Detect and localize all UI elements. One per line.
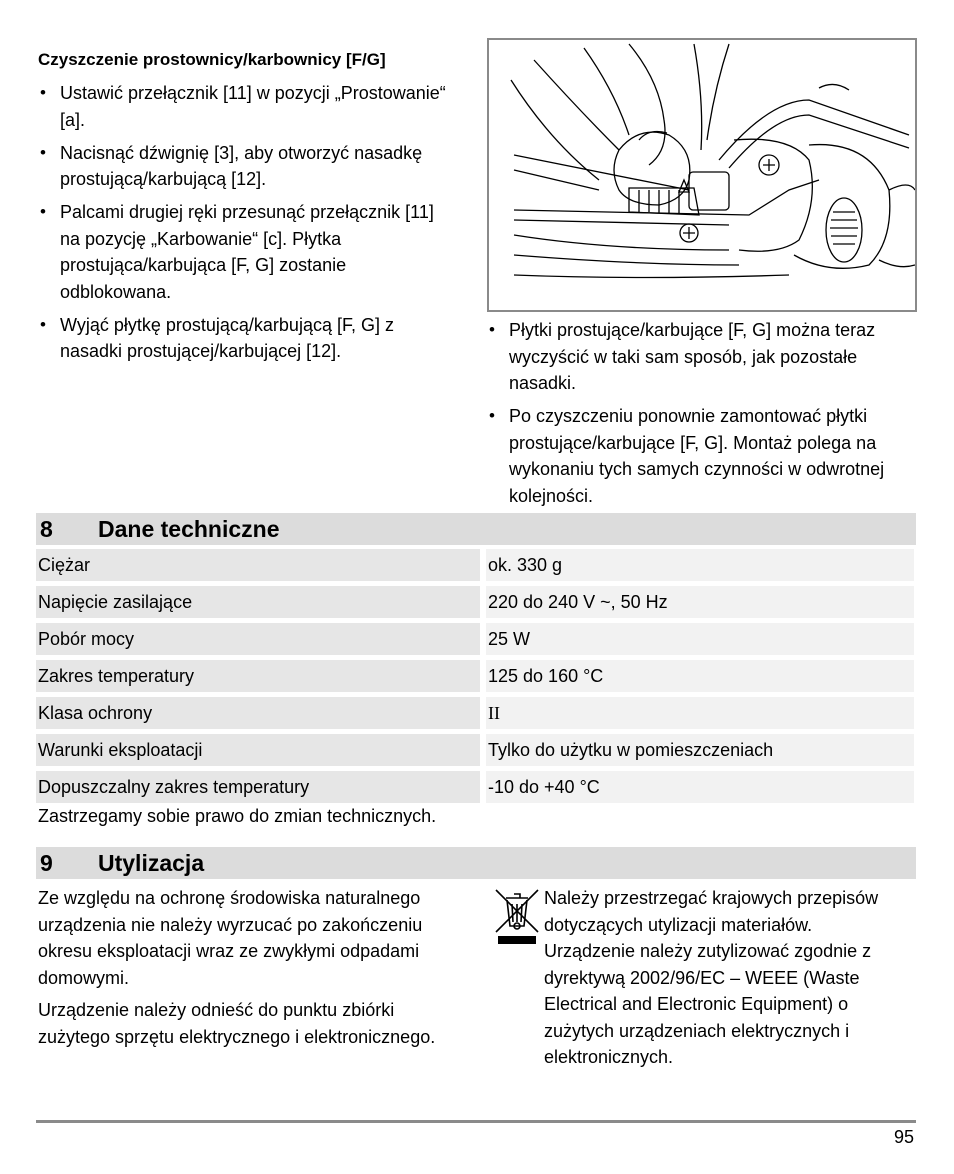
table-row — [36, 697, 914, 729]
table-row — [36, 549, 914, 581]
spec-value: Tylko do użytku w pomieszczeniach — [486, 734, 914, 766]
disposal-paragraph: Należy przestrzegać krajowych przepisów dotyczących utylizacji materiałów. — [544, 888, 879, 935]
disposal-paragraph: Ze względu na ochronę środowiska naturalnego urządzenia nie należy wyrzucać po zakończeniu okresu eksploatacji wraz ze zwykłymi odpadami domowymi. — [38, 888, 423, 988]
hair-straightener-illustration — [489, 40, 915, 310]
table-row — [36, 586, 914, 618]
list-item: • Wyjąć płytkę prostującą/karbującą [F, G] z nasadki prostującej/karbującej [12]. — [38, 312, 458, 365]
crossed-out-wheelie-bin-icon — [494, 886, 540, 946]
table-row — [36, 734, 914, 766]
list-item: • Nacisnąć dźwignię [3], aby otworzyć nasadkę prostującą/karbującą [12]. — [38, 140, 458, 193]
disposal-paragraph: Urządzenie należy odnieść do punktu zbiórki zużytego sprzętu elektrycznego i elektronicznego. — [38, 1000, 436, 1047]
disposal-paragraph: Urządzenie należy zutylizować zgodnie z dyrektywą 2002/96/EC – WEEE (Waste Electrical and Electronic Equipment) o zużytych urządzeniach elektrycznych i elektronicznych. — [544, 941, 872, 1067]
list-item: • Ustawić przełącznik [11] w pozycji „Prostowanie“ [a]. — [38, 80, 458, 133]
section-number: 8 — [40, 515, 53, 542]
cleaning-steps-list — [38, 80, 458, 371]
spec-label: Warunki eksploatacji — [36, 734, 480, 766]
spec-value: ok. 330 g — [486, 549, 914, 581]
table-row — [36, 771, 914, 803]
cleaning-notes-list — [487, 317, 907, 516]
spec-label: Dopuszczalny zakres temperatury — [36, 771, 480, 803]
spec-label: Klasa ochrony — [36, 697, 480, 729]
section-heading-tech — [36, 513, 916, 545]
list-item: • Po czyszczeniu ponownie zamontować płytki prostujące/karbujące [F, G]. Montaż polega na wykonaniu tych samych czynności w odwrotnej kolejności. — [487, 403, 907, 509]
list-item: • Płytki prostujące/karbujące [F, G] można teraz wyczyścić w taki sam sposób, jak pozostałe nasadki. — [487, 317, 907, 397]
tech-specs-table — [36, 544, 914, 808]
cleaning-heading: Czyszczenie prostownicy/karbownicy [F/G] — [38, 50, 386, 69]
spec-label: Pobór mocy — [36, 623, 480, 655]
spec-value: 220 do 240 V ~, 50 Hz — [486, 586, 914, 618]
table-row — [36, 660, 914, 692]
section-title: Utylizacja — [98, 849, 205, 876]
cleaning-illustration — [487, 38, 917, 312]
spec-value: 125 do 160 °C — [486, 660, 914, 692]
technical-note: Zastrzegamy sobie prawo do zmian technicznych. — [38, 806, 437, 826]
spec-value: -10 do +40 °C — [486, 771, 914, 803]
spec-value: II — [486, 697, 914, 729]
section-title: Dane techniczne — [98, 515, 280, 542]
section-heading-disposal — [36, 847, 916, 879]
list-item: • Palcami drugiej ręki przesunąć przełącznik [11] na pozycję „Karbowanie“ [c]. Płytka prostująca/karbująca [F, G] zostanie odblokowana. — [38, 199, 458, 305]
disposal-right-column — [544, 885, 916, 1077]
table-row — [36, 623, 914, 655]
page-number: 95 — [893, 1127, 914, 1147]
section-number: 9 — [40, 849, 53, 876]
spec-label: Zakres temperatury — [36, 660, 480, 692]
footer-rule — [36, 1120, 916, 1123]
spec-label: Napięcie zasilające — [36, 586, 480, 618]
disposal-left-column — [38, 885, 468, 1056]
spec-value: 25 W — [486, 623, 914, 655]
spec-label: Ciężar — [36, 549, 480, 581]
